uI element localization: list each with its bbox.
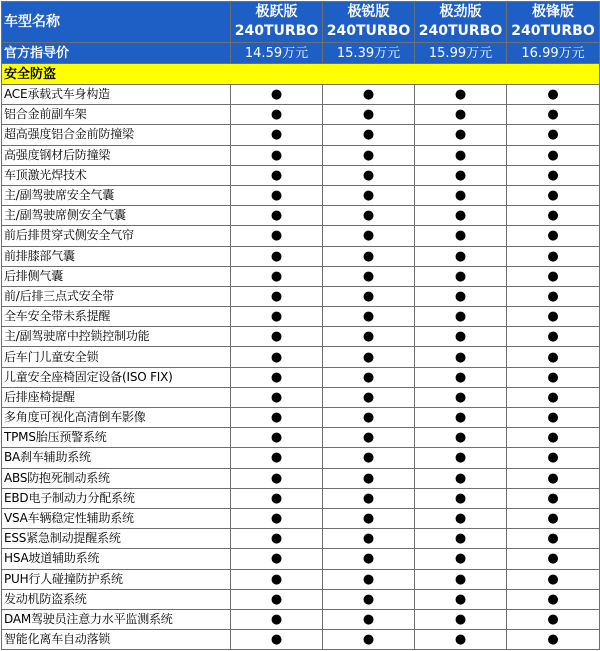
feature-name: 高强度钢材后防撞梁 (2, 145, 231, 165)
table-row (2, 549, 600, 569)
standard-mark: ● (323, 468, 415, 488)
standard-mark: ● (415, 508, 507, 528)
standard-mark: ● (415, 307, 507, 327)
table-row (2, 347, 600, 367)
standard-mark: ● (415, 145, 507, 165)
trim-name: 极劲版 (439, 4, 482, 20)
standard-mark: ● (507, 206, 600, 226)
standard-mark: ● (231, 589, 323, 609)
standard-mark: ● (507, 367, 600, 387)
table-row (2, 266, 600, 286)
feature-name: 智能化离车自动落锁 (2, 630, 231, 650)
standard-mark: ● (415, 206, 507, 226)
standard-mark: ● (507, 327, 600, 347)
standard-mark: ● (323, 105, 415, 125)
feature-name: 主/副驾驶席安全气囊 (2, 185, 231, 205)
spec-table (1, 1, 600, 650)
standard-mark: ● (323, 165, 415, 185)
standard-mark: ● (415, 105, 507, 125)
table-row (2, 307, 600, 327)
standard-mark: ● (323, 246, 415, 266)
standard-mark: ● (415, 408, 507, 428)
trim-header (231, 2, 323, 43)
feature-name: 铝合金前副车架 (2, 105, 231, 125)
standard-mark: ● (415, 185, 507, 205)
feature-name: ACE承载式车身构造 (2, 85, 231, 105)
standard-mark: ● (507, 569, 600, 589)
standard-mark: ● (507, 609, 600, 629)
standard-mark: ● (507, 286, 600, 306)
feature-name: 发动机防盗系统 (2, 589, 231, 609)
table-row (2, 630, 600, 650)
standard-mark: ● (507, 488, 600, 508)
standard-mark: ● (507, 307, 600, 327)
standard-mark: ● (231, 387, 323, 407)
standard-mark: ● (323, 85, 415, 105)
standard-mark: ● (231, 347, 323, 367)
feature-name: 后车门儿童安全锁 (2, 347, 231, 367)
feature-name: PUH行人碰撞防护系统 (2, 569, 231, 589)
standard-mark: ● (323, 307, 415, 327)
standard-mark: ● (507, 105, 600, 125)
standard-mark: ● (507, 428, 600, 448)
standard-mark: ● (323, 448, 415, 468)
header-row (2, 2, 600, 43)
standard-mark: ● (415, 428, 507, 448)
table-row (2, 387, 600, 407)
standard-mark: ● (415, 266, 507, 286)
standard-mark: ● (323, 125, 415, 145)
standard-mark: ● (415, 165, 507, 185)
table-row (2, 286, 600, 306)
trim-engine: 240TURBO (418, 23, 503, 39)
standard-mark: ● (507, 508, 600, 528)
standard-mark: ● (507, 85, 600, 105)
table-row (2, 85, 600, 105)
table-row (2, 327, 600, 347)
standard-mark: ● (231, 226, 323, 246)
standard-mark: ● (323, 488, 415, 508)
standard-mark: ● (231, 630, 323, 650)
standard-mark: ● (231, 85, 323, 105)
standard-mark: ● (507, 246, 600, 266)
feature-name: 前排膝部气囊 (2, 246, 231, 266)
feature-name: BA刹车辅助系统 (2, 448, 231, 468)
standard-mark: ● (323, 408, 415, 428)
standard-mark: ● (231, 266, 323, 286)
standard-mark: ● (415, 387, 507, 407)
standard-mark: ● (323, 145, 415, 165)
standard-mark: ● (323, 327, 415, 347)
standard-mark: ● (507, 145, 600, 165)
feature-name: TPMS胎压预警系统 (2, 428, 231, 448)
standard-mark: ● (231, 468, 323, 488)
standard-mark: ● (231, 246, 323, 266)
table-row (2, 529, 600, 549)
feature-name: 全车安全带未系提醒 (2, 307, 231, 327)
table-row (2, 508, 600, 528)
table-row (2, 185, 600, 205)
feature-name: 车顶激光焊技术 (2, 165, 231, 185)
standard-mark: ● (323, 569, 415, 589)
feature-name: 多角度可视化高清倒车影像 (2, 408, 231, 428)
section-title: 安全防盗 (2, 64, 600, 85)
trim-name: 极锋版 (532, 4, 574, 20)
table-row (2, 246, 600, 266)
table-row (2, 408, 600, 428)
standard-mark: ● (415, 488, 507, 508)
standard-mark: ● (231, 569, 323, 589)
standard-mark: ● (415, 347, 507, 367)
standard-mark: ● (507, 630, 600, 650)
standard-mark: ● (231, 165, 323, 185)
standard-mark: ● (507, 387, 600, 407)
feature-name: 主/副驾驶席侧安全气囊 (2, 206, 231, 226)
price-label: 官方指导价 (2, 43, 231, 64)
section-row (2, 64, 600, 85)
standard-mark: ● (231, 105, 323, 125)
standard-mark: ● (231, 609, 323, 629)
trim-header (507, 2, 600, 43)
trim-header (415, 2, 507, 43)
standard-mark: ● (323, 387, 415, 407)
feature-name: EBD电子制动力分配系统 (2, 488, 231, 508)
feature-name: 儿童安全座椅固定设备(ISO FIX) (2, 367, 231, 387)
table-row (2, 105, 600, 125)
standard-mark: ● (323, 589, 415, 609)
table-row (2, 367, 600, 387)
standard-mark: ● (323, 226, 415, 246)
standard-mark: ● (323, 367, 415, 387)
standard-mark: ● (231, 125, 323, 145)
standard-mark: ● (323, 529, 415, 549)
standard-mark: ● (415, 226, 507, 246)
price-row (2, 43, 600, 64)
table-row (2, 488, 600, 508)
feature-name: 后排侧气囊 (2, 266, 231, 286)
feature-name: VSA车辆稳定性辅助系统 (2, 508, 231, 528)
standard-mark: ● (507, 165, 600, 185)
standard-mark: ● (415, 468, 507, 488)
standard-mark: ● (231, 145, 323, 165)
standard-mark: ● (231, 488, 323, 508)
standard-mark: ● (323, 549, 415, 569)
standard-mark: ● (231, 508, 323, 528)
standard-mark: ● (507, 589, 600, 609)
standard-mark: ● (231, 185, 323, 205)
standard-mark: ● (323, 347, 415, 367)
table-row (2, 206, 600, 226)
standard-mark: ● (415, 246, 507, 266)
standard-mark: ● (415, 327, 507, 347)
table-row (2, 609, 600, 629)
standard-mark: ● (507, 347, 600, 367)
standard-mark: ● (415, 85, 507, 105)
price-value: 14.59万元 (231, 43, 323, 64)
trim-name: 极跃版 (255, 4, 298, 20)
table-row (2, 448, 600, 468)
standard-mark: ● (231, 367, 323, 387)
standard-mark: ● (231, 408, 323, 428)
trim-engine: 240TURBO (511, 23, 595, 39)
standard-mark: ● (231, 529, 323, 549)
standard-mark: ● (415, 549, 507, 569)
price-value: 15.99万元 (415, 43, 507, 64)
standard-mark: ● (323, 266, 415, 286)
feature-name: DAM驾驶员注意力水平监测系统 (2, 609, 231, 629)
table-row (2, 589, 600, 609)
price-value: 15.39万元 (323, 43, 415, 64)
standard-mark: ● (415, 367, 507, 387)
standard-mark: ● (415, 609, 507, 629)
trim-name: 极锐版 (347, 4, 390, 20)
feature-name: 前/后排三点式安全带 (2, 286, 231, 306)
standard-mark: ● (415, 529, 507, 549)
feature-name: 后排座椅提醒 (2, 387, 231, 407)
trim-header (323, 2, 415, 43)
standard-mark: ● (323, 185, 415, 205)
standard-mark: ● (323, 508, 415, 528)
standard-mark: ● (231, 286, 323, 306)
standard-mark: ● (231, 307, 323, 327)
trim-engine: 240TURBO (326, 23, 411, 39)
price-value: 16.99万元 (507, 43, 600, 64)
table-row (2, 125, 600, 145)
standard-mark: ● (507, 185, 600, 205)
standard-mark: ● (415, 630, 507, 650)
standard-mark: ● (507, 266, 600, 286)
standard-mark: ● (323, 286, 415, 306)
standard-mark: ● (231, 448, 323, 468)
standard-mark: ● (415, 286, 507, 306)
standard-mark: ● (415, 125, 507, 145)
table-row (2, 569, 600, 589)
table-row (2, 468, 600, 488)
table-row (2, 428, 600, 448)
standard-mark: ● (231, 327, 323, 347)
feature-name: 主/副驾驶席中控锁控制功能 (2, 327, 231, 347)
standard-mark: ● (231, 206, 323, 226)
standard-mark: ● (507, 226, 600, 246)
table-row (2, 226, 600, 246)
standard-mark: ● (231, 549, 323, 569)
feature-name: 超高强度铝合金前防撞梁 (2, 125, 231, 145)
standard-mark: ● (507, 408, 600, 428)
table-row (2, 165, 600, 185)
standard-mark: ● (323, 630, 415, 650)
table-row (2, 145, 600, 165)
standard-mark: ● (323, 428, 415, 448)
feature-name: 前后排贯穿式侧安全气帘 (2, 226, 231, 246)
standard-mark: ● (507, 549, 600, 569)
standard-mark: ● (507, 448, 600, 468)
feature-name: ESS紧急制动提醒系统 (2, 529, 231, 549)
standard-mark: ● (507, 468, 600, 488)
trim-engine: 240TURBO (234, 23, 319, 39)
standard-mark: ● (507, 529, 600, 549)
feature-name: ABS防抱死制动系统 (2, 468, 231, 488)
standard-mark: ● (415, 569, 507, 589)
model-name-label: 车型名称 (2, 2, 231, 43)
standard-mark: ● (323, 206, 415, 226)
standard-mark: ● (415, 589, 507, 609)
standard-mark: ● (415, 448, 507, 468)
standard-mark: ● (507, 125, 600, 145)
standard-mark: ● (323, 609, 415, 629)
feature-name: HSA坡道辅助系统 (2, 549, 231, 569)
standard-mark: ● (231, 428, 323, 448)
